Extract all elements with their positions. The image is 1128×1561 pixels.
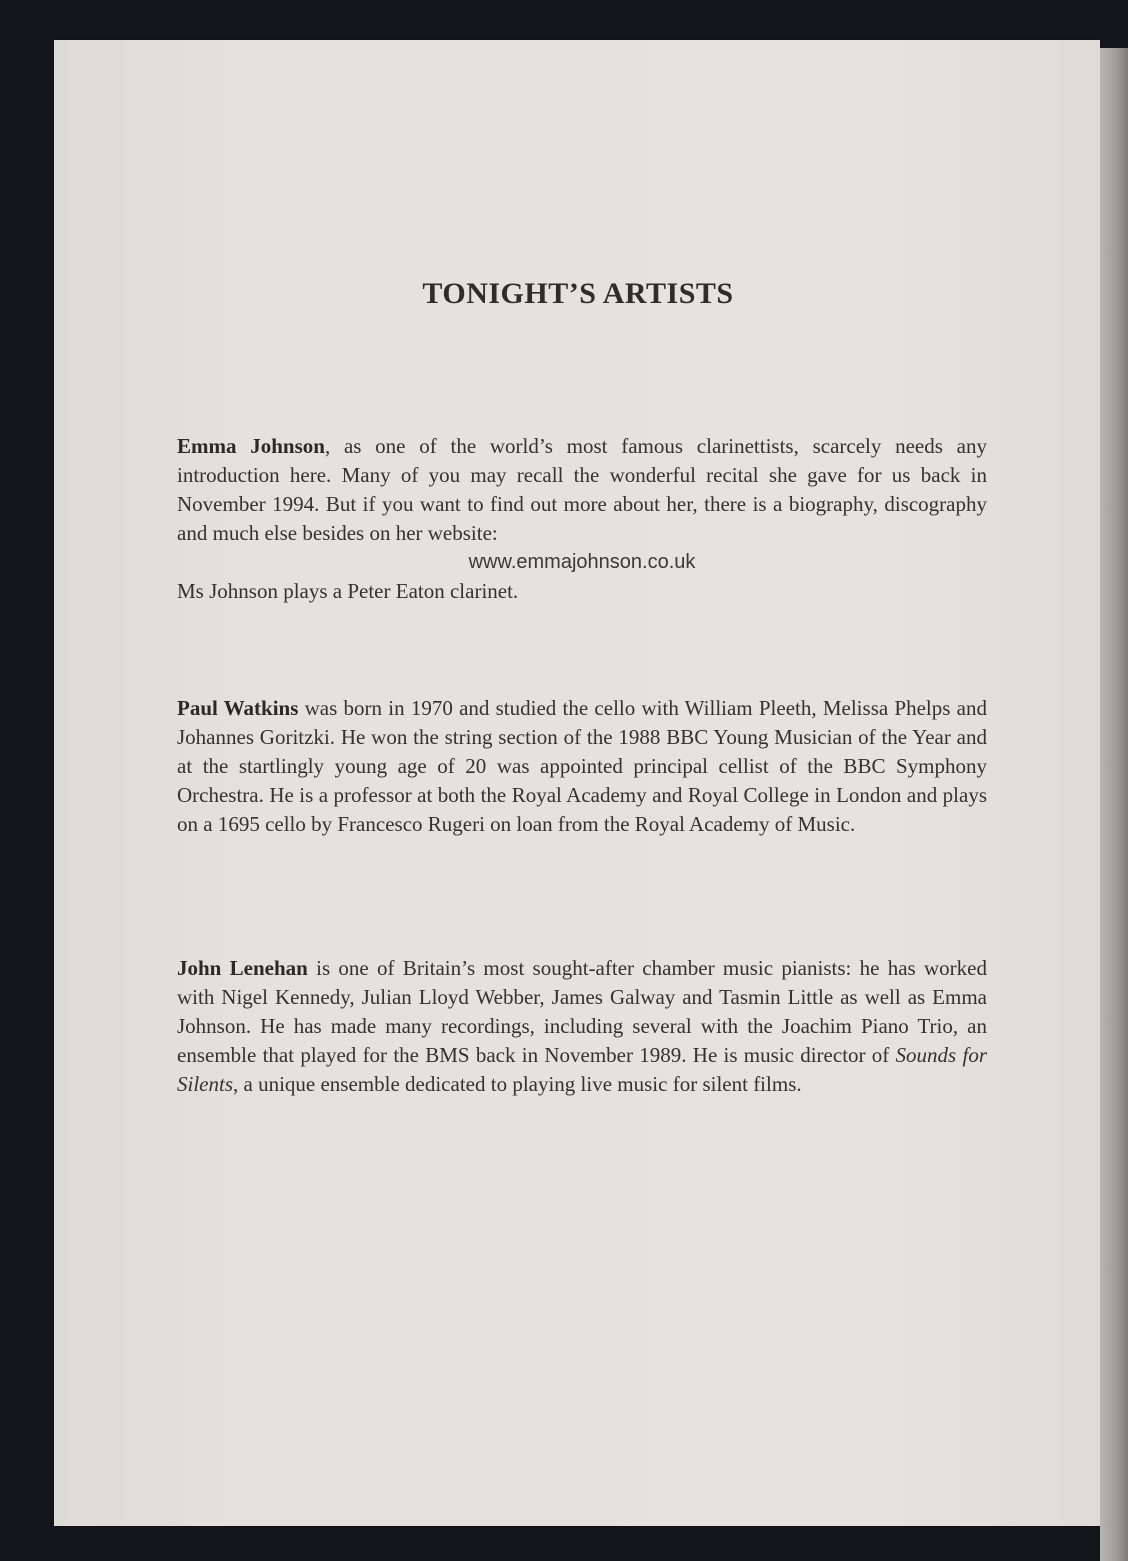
artist-name: Paul Watkins — [177, 696, 299, 720]
instrument-note: Ms Johnson plays a Peter Eaton clarinet. — [177, 579, 519, 603]
artist-name: Emma Johnson — [177, 434, 325, 458]
ensemble-title: Sounds for Silents — [177, 1043, 987, 1096]
artist-bio-paul-watkins — [177, 694, 987, 839]
artist-bio-text: is one of Britain’s most sought-after chamber music pianists: he has worked with Nigel Kennedy, Julian Lloyd Webber, James Galway and Tasmin Little as well as Emma Johnson. He has made many recordings, including several with the Joachim Piano Trio, an ensemble that played for the BMS back in November 1989. He is music director of — [177, 956, 987, 1067]
artist-bio-text: was born in 1970 and studied the cello with William Pleeth, Melissa Phelps and Johannes Goritzki. He won the string section of the 1988 BBC Young Musician of the Year and at the startlingly young age of 20 was appointed principal cellist of the BBC Symphony Orchestra. He is a professor at both the Royal Academy and Royal College in London and plays on a 1695 cello by Francesco Rugeri on loan from the Royal Academy of Music. — [177, 696, 987, 836]
artist-name: John Lenehan — [177, 956, 308, 980]
artist-bio-john-lenehan — [177, 954, 987, 1099]
artist-bio-text-end: , a unique ensemble dedicated to playing live music for silent films. — [233, 1072, 802, 1096]
website-url: www.emmajohnson.co.uk — [468, 551, 696, 573]
page-title: TONIGHT’S ARTISTS — [422, 277, 734, 310]
artist-bio-emma-johnson — [177, 432, 987, 606]
page-edge — [1100, 48, 1128, 1561]
artist-bio-text: , as one of the world’s most famous clarinettists, scarcely needs any introduction here. Many of you may recall the wonderful recital she gave for us back in November 1994. But if you want to find out more about her, there is a biography, discography and much else besides on her website: — [177, 434, 987, 545]
